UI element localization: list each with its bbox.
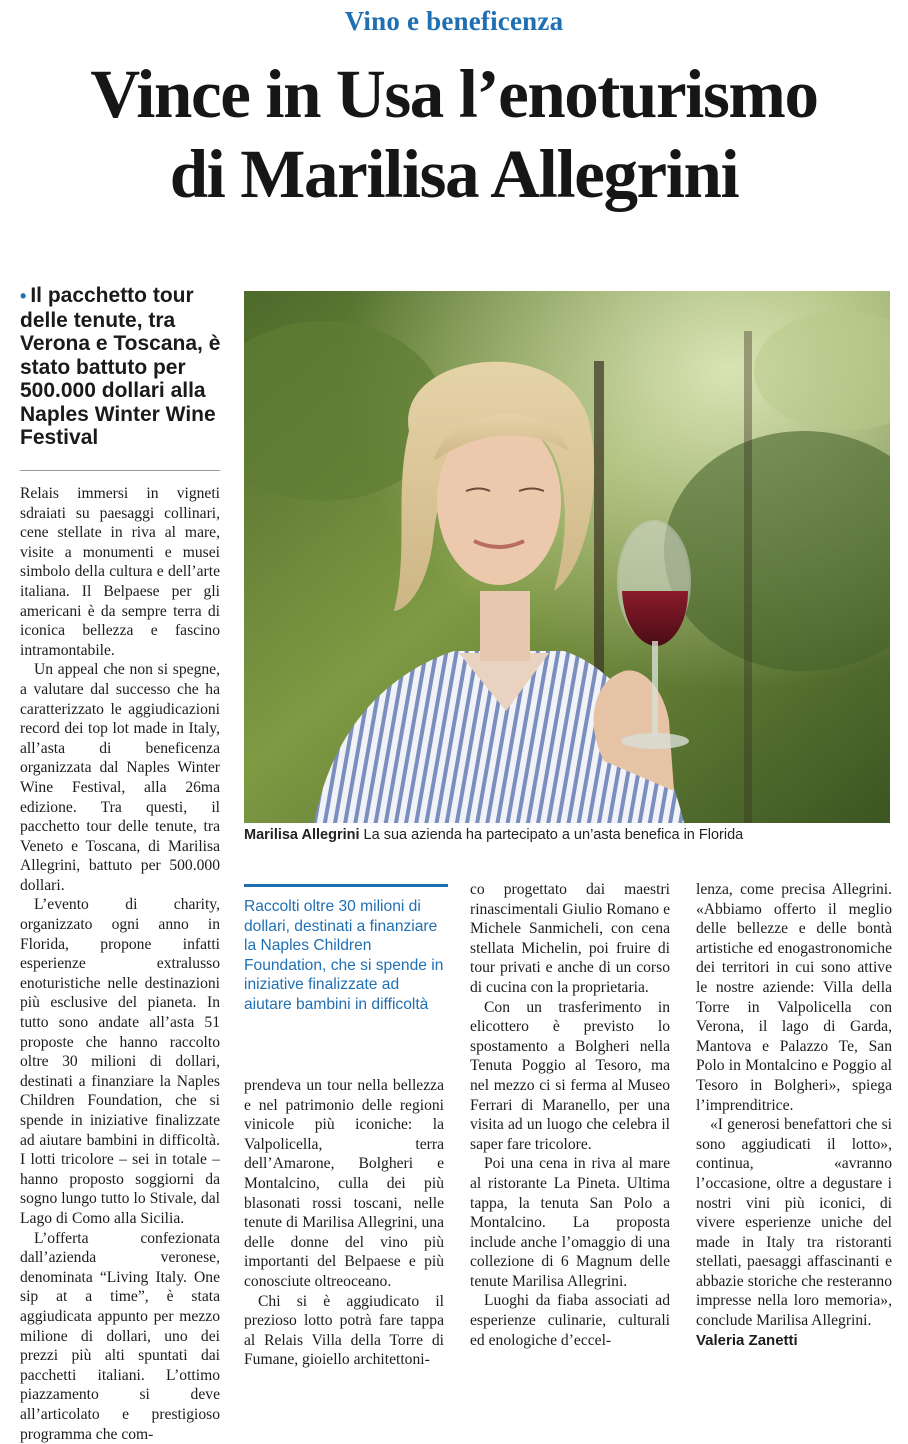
paragraph: Poi una cena in riva al mare al ristorante La Pineta. Ultima tappa, la tenuta San Polo a Montalcino. La proposta include anche l’omaggio di una collezione di 6 Magnum delle tenute Marilisa Allegrini.	[470, 1155, 670, 1290]
section-kicker: Vino e beneficenza	[344, 6, 564, 36]
paragraph: co progettato dai maestri rinascimentali Giulio Romano e Michele Sanmicheli, con cena stellata Michelin, poi fruire di tour privati e anche di un corso di cucina con la proprietaria.	[470, 881, 670, 996]
article-photo	[244, 291, 890, 823]
caption-name: Marilisa Allegrini	[244, 827, 360, 843]
bullet-icon: •	[20, 286, 27, 306]
paragraph: «I generosi benefattori che si sono aggiudicati il lotto», continua, «avranno l’occasione, oltre a degustare i nostri vini più iconici, di vivere esperienze uniche del made in Italy tra ristoranti stellati, paesaggi affascinanti e abbazie storiche che resteranno impresse nella loro memoria», conclude Marilisa Allegrini.	[696, 1116, 892, 1330]
pull-quote: Raccolti oltre 30 milioni di dollari, destinati a finanziare la Naples Children Foundation, che si spende in iniziative finalizzate ad aiutare bambini in difficoltà	[244, 884, 448, 1015]
subheadline-text: Il pacchetto tour delle tenute, tra Verona e Toscana, è stato battuto per 500.000 dollari alla Naples Winter Wine Festival	[20, 284, 221, 449]
article-column-3	[470, 880, 670, 1350]
paragraph: Un appeal che non si spegne, a valutare dal successo che ha caratterizzato le aggiudicazioni record dei top lot made in Italy, all’asta di beneficenza organizzata dal Naples Winter Wine Festival, alla 26ma edizione. Tra questi, il pacchetto tour delle tenute, tra Veneto e Toscana, di Marilisa Allegrini, battuto per 500.000 dollari.	[20, 661, 220, 894]
paragraph: Relais immersi in vigneti sdraiati su paesaggi collinari, cene stellate in riva al mare, visite a monumenti e musei simbolo della cultura e dell’arte italiana. Il Belpaese per gli americani è da sempre terra di iconica bellezza e fascino intramontabile.	[20, 485, 220, 659]
divider	[20, 470, 220, 471]
article-column-2	[244, 1076, 444, 1370]
byline: Valeria Zanetti	[696, 1331, 798, 1349]
subheadline	[20, 284, 222, 450]
caption-text: La sua azienda ha partecipato a un’asta benefica in Florida	[363, 827, 744, 843]
woman-tasting-wine-illustration	[244, 291, 890, 823]
paragraph: Con un trasferimento in elicottero è previsto lo spostamento a Bolgheri nella Tenuta Poggio al Tesoro, ma nel mezzo ci si ferma al Museo Ferrari di Maranello, per una visita ad un luogo che celebra il saper fare tricolore.	[470, 998, 670, 1153]
article-column-1	[20, 484, 220, 1444]
headline-line-2: di Marilisa Allegrini	[169, 136, 739, 212]
paragraph: L’offerta confezionata dall’azienda veronese, denominata “Living Italy. One sip at a time”, è stata aggiudicata appunto per mezzo milione di dollari, uno dei prezzi più alti spuntati dai pacchetti italiani. L’ottimo piazzamento si deve all’articolato e prestigioso programma che com-	[20, 1229, 220, 1443]
paragraph: lenza, come precisa Allegrini. «Abbiamo offerto il meglio delle bellezze e delle bontà artistiche ed enogastronomiche dei territori in cui sono attive le nostre aziende: Villa della Torre in Valpolicella con Verona, il lago di Garda, Mantova e Palazzo Te, San Polo in Montalcino e Poggio al Tesoro in Bolgheri», spiega l’imprenditrice.	[696, 881, 892, 1114]
paragraph: Chi si è aggiudicato il prezioso lotto potrà fare tappa al Relais Villa della Torre di Fumane, gioiello architettoni-	[244, 1292, 444, 1369]
headline	[0, 54, 908, 214]
paragraph: prendeva un tour nella bellezza e nel patrimonio delle regioni vinicole più iconiche: la Valpolicella, terra dell’Amarone, Bolgheri e Montalcino, culla dei più blasonati rossi toscani, nelle tenute di Marilisa Allegrini, una delle donne del vino più importanti del Belpaese e più conosciute oltreoceano.	[244, 1077, 444, 1290]
article-column-4	[696, 880, 892, 1350]
headline-line-1: Vince in Usa l’enoturismo	[90, 56, 818, 132]
paragraph: Luoghi da fiaba associati ad esperienze culinarie, culturali ed enologiche d’eccel-	[470, 1292, 670, 1349]
paragraph: L’evento di charity, organizzato ogni anno in Florida, propone infatti esperienze extralusso enoturistiche nelle destinazioni più esclusive del pianeta. In tutto sono andate all’asta 51 proposte che hanno raccolto oltre 30 milioni di dollari, destinati a finanziare la Naples Children Foundation, che si spende in iniziative finalizzate ad aiutare bambini in difficoltà. I lotti tricolore – sei in totale – hanno proposto soggiorni da sogno lungo tutto lo Stivale, dal Lago di Como alla Sicilia.	[20, 896, 220, 1227]
photo-caption	[244, 826, 904, 844]
